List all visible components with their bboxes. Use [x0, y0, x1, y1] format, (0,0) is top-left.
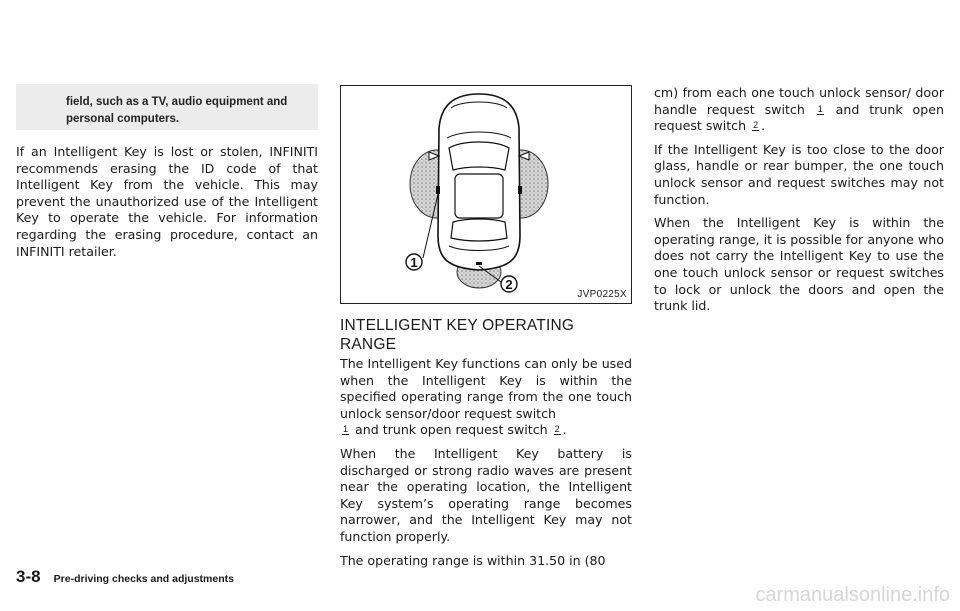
- right-column-text: [654, 85, 944, 322]
- caution-note-text: field, such as a TV, audio equipment and personal computers.: [66, 96, 288, 125]
- callout-1-label: 1: [410, 255, 418, 270]
- r1-text-c: .: [761, 118, 766, 134]
- ref-number-1: 1: [343, 424, 349, 435]
- ref-number-2: 2: [554, 424, 560, 435]
- r1-text-b: and trunk open request switch: [654, 101, 944, 134]
- section-heading-line1: INTELLIGENT KEY OPERATING: [340, 317, 575, 334]
- caution-note-box: [16, 84, 318, 130]
- section-heading-line2: RANGE: [340, 336, 397, 353]
- operating-range-figure: [340, 85, 632, 304]
- callout-2-label: 2: [505, 277, 513, 292]
- p1-text-b: and trunk open request switch: [355, 422, 548, 438]
- footer-section-title: Pre-driving checks and adjustments: [53, 573, 234, 585]
- page-number: 3-8: [16, 567, 41, 586]
- operating-range-paragraph-3: The operating range is within 31.50 in (80: [340, 552, 606, 568]
- lost-key-paragraph: If an Intelligent Key is lost or stolen, INFINITI recommends erasing the ID code of that Intelligent Key from the vehicle. This may prevent the unauthorized use of the Intelligent Key to operate the vehicle. For information regarding the erasing procedure, contact an INFINITI retailer.: [16, 144, 318, 259]
- right-paragraph-1: [654, 85, 944, 135]
- operating-range-paragraph-2: When the Intelligent Key battery is discharged or strong radio waves are present near the operating location, the Intelligent Key system’s operating range becomes narrower, and the Intelligent Key may not function properly.: [340, 445, 632, 544]
- watermark: carmanualsonline.info: [755, 584, 950, 606]
- car-top-view-illustration: [341, 86, 631, 303]
- operating-range-paragraph-1: [340, 356, 632, 439]
- right-paragraph-2: If the Intelligent Key is too close to the door glass, handle or rear bumper, the one touch unlock sensor and request switches may not function.: [654, 141, 944, 207]
- figure-code: JVP0225X: [577, 289, 627, 300]
- windshield: [449, 142, 509, 170]
- ref-number-1b: 1: [817, 103, 823, 114]
- r1-text-a: cm) from each one touch unlock sensor/ door handle request switch: [654, 85, 944, 117]
- p1-text-a: The Intelligent Key functions can only be used when the Intelligent Key is within the specified operating range from the one touch unlock sensor/door request switch: [340, 356, 632, 421]
- right-paragraph-3: When the Intelligent Key is within the operating range, it is possible for anyone who does not carry the Intelligent Key to use the one touch unlock sensor or request switches to lock or unlock the doors and open the trunk lid.: [654, 215, 944, 314]
- ref-number-2b: 2: [753, 120, 759, 131]
- page-footer: [16, 567, 234, 587]
- p1-text-c: .: [562, 422, 567, 438]
- section-heading: [340, 316, 632, 354]
- middle-column-text: [340, 356, 632, 569]
